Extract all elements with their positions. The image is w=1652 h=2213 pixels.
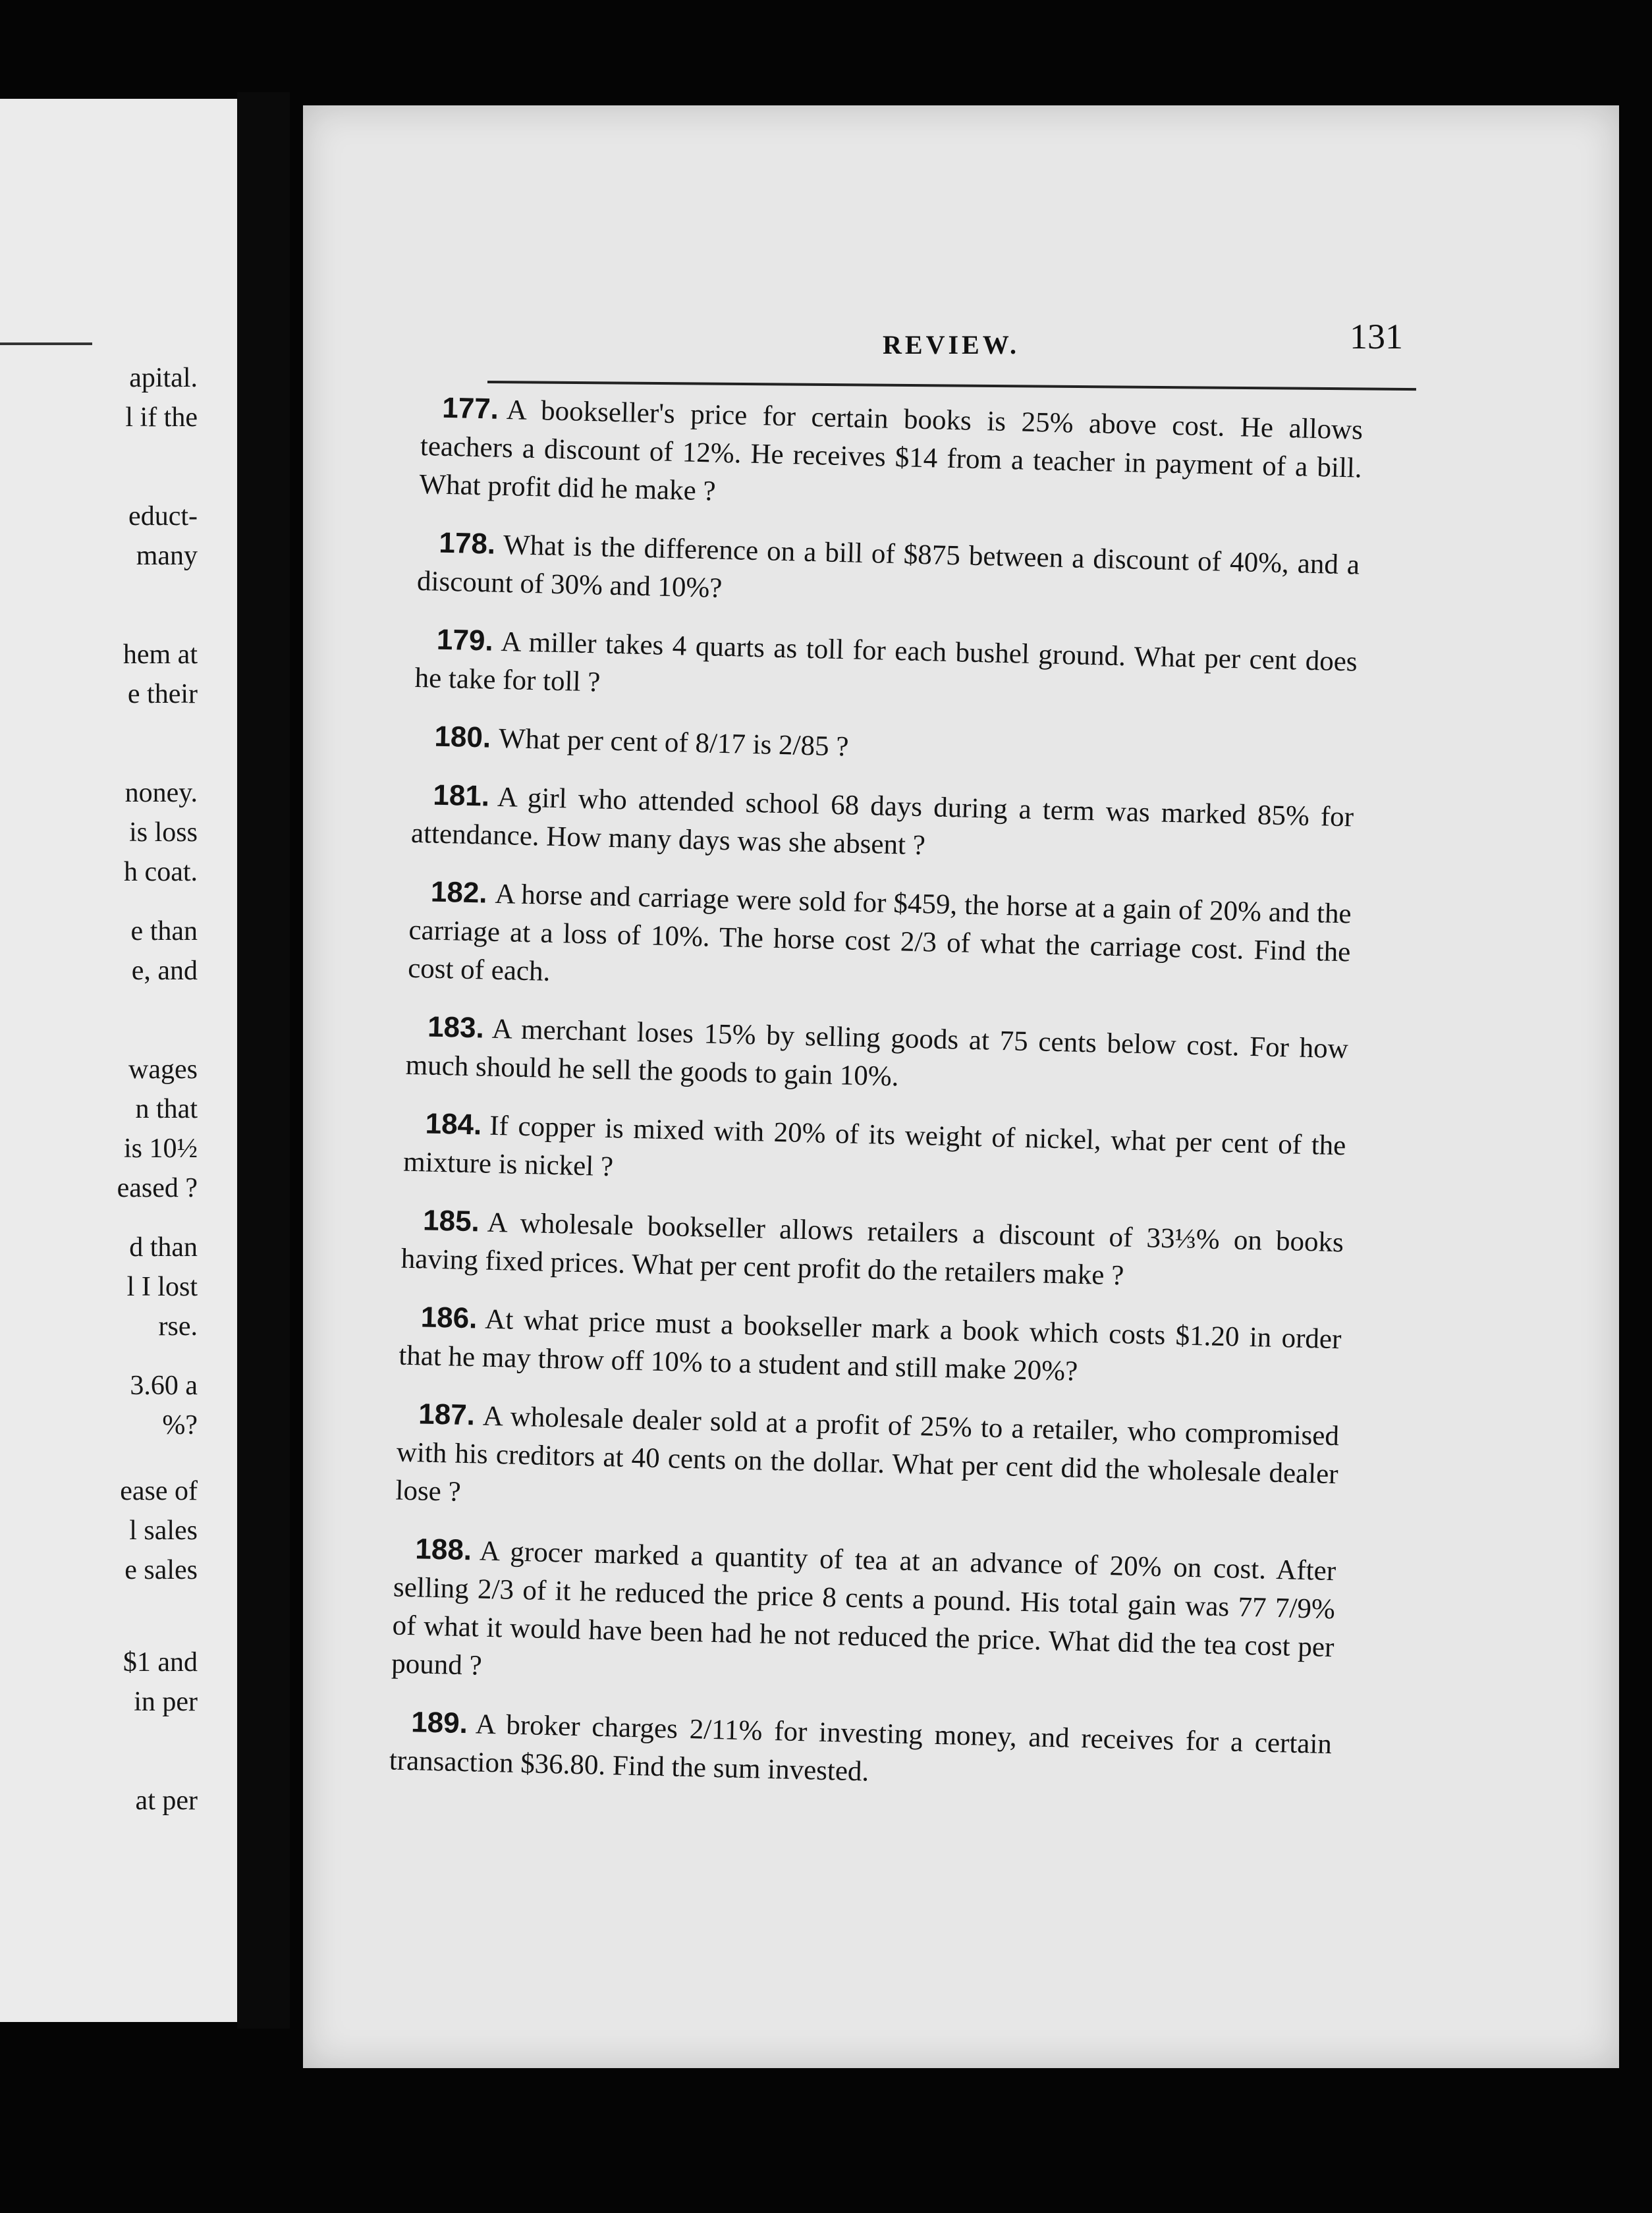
problem-text: What is the difference on a bill of $875 between a discount of 40%, and a discount of 30% and 10%? xyxy=(416,529,1360,604)
problem-number: 188. xyxy=(414,1533,472,1567)
problem-number: 178. xyxy=(438,526,496,560)
problem-text: What per cent of 8/17 is 2/85 ? xyxy=(498,723,849,763)
page-header xyxy=(487,316,1423,375)
left-fragment: educt- xyxy=(128,501,198,532)
left-fragment: rse. xyxy=(158,1311,198,1342)
problem-178 xyxy=(416,524,1360,623)
problem-186 xyxy=(399,1298,1342,1398)
problem-180 xyxy=(413,717,1356,779)
page-number: 131 xyxy=(1350,317,1403,356)
page-131 xyxy=(303,105,1619,2068)
left-fragment: apital. xyxy=(129,363,198,393)
left-fragment: e, and xyxy=(131,956,198,986)
left-fragment: e sales xyxy=(124,1555,198,1585)
left-fragment: wages xyxy=(128,1054,198,1085)
left-fragment: h coat. xyxy=(124,857,198,887)
problem-text: A bookseller's price for certain books is 25% above cost. He allows teachers a discount of 12%. He receives $14 from a teacher in payment of a bill. What profit did he make ? xyxy=(419,395,1363,507)
problem-187 xyxy=(395,1395,1340,1533)
left-fragment: many xyxy=(136,541,198,571)
left-facing-page xyxy=(0,99,237,2022)
problem-text: At what price must a bookseller mark a book which costs $1.20 in order that he may throw off 10% to a student and still make 20%? xyxy=(398,1303,1342,1387)
problem-number: 184. xyxy=(425,1107,482,1141)
problem-number: 186. xyxy=(420,1301,478,1335)
problem-text: If copper is mixed with 20% of its weight of nickel, what per cent of the mixture is nickel ? xyxy=(402,1110,1346,1183)
problem-number: 185. xyxy=(422,1204,480,1238)
problem-number: 179. xyxy=(436,623,494,657)
problem-183 xyxy=(405,1008,1348,1107)
running-head: REVIEW. xyxy=(883,330,1020,360)
left-fragment: in per xyxy=(134,1687,198,1717)
problem-184 xyxy=(403,1105,1346,1204)
left-fragment: at per xyxy=(135,1786,198,1816)
problem-text: A wholesale dealer sold at a profit of 25% to a retailer, who compromised with his creditors at 40 cents on the dollar. What per cent did the wholesale dealer lose ? xyxy=(395,1400,1340,1508)
left-fragment: $1 and xyxy=(123,1647,198,1678)
left-fragment: ease of xyxy=(120,1476,198,1506)
left-fragment: l if the xyxy=(125,402,198,433)
left-fragment: l sales xyxy=(129,1516,198,1546)
left-fragment: e than xyxy=(130,916,198,946)
left-fragment: n that xyxy=(135,1094,198,1124)
left-page-rule xyxy=(0,342,92,345)
problem-179 xyxy=(414,620,1358,720)
problem-text: A horse and carriage were sold for $459, the horse at a gain of 20% and the carriage at a loss of 10%. The horse cost 2/3 of what the carriage cost. Find the cost of each. xyxy=(407,878,1352,987)
left-fragment: e their xyxy=(127,679,198,709)
left-fragment: noney. xyxy=(124,778,198,808)
problem-number: 187. xyxy=(418,1398,476,1432)
problem-number: 177. xyxy=(441,391,499,425)
left-fragment: is loss xyxy=(129,817,198,848)
left-fragment: hem at xyxy=(123,640,198,670)
problem-188 xyxy=(391,1530,1336,1706)
left-fragment: d than xyxy=(129,1232,198,1263)
problem-number: 180. xyxy=(433,720,491,754)
problem-189 xyxy=(389,1703,1332,1802)
problem-182 xyxy=(408,873,1352,1010)
problem-185 xyxy=(400,1201,1344,1301)
problem-text: A miller takes 4 quarts as toll for each bushel ground. What per cent does he take for toll ? xyxy=(414,626,1358,698)
problem-text: A broker charges 2/11% for investing money, and receives for a certain transaction $36.80. Find the sum invested. xyxy=(389,1708,1333,1788)
problem-181 xyxy=(410,776,1354,875)
left-fragment: eased ? xyxy=(117,1173,198,1203)
left-fragment: is 10½ xyxy=(123,1134,198,1164)
left-fragment: l I lost xyxy=(126,1272,198,1302)
book-gutter xyxy=(237,92,290,2029)
problem-number: 181. xyxy=(432,779,490,813)
problem-177 xyxy=(419,389,1363,526)
problem-text: A girl who attended school 68 days during a term was marked 85% for attendance. How many days was she absent ? xyxy=(410,781,1354,861)
problem-text: A wholesale bookseller allows retailers a discount of 33⅓% on books having fixed prices. What per cent profit do the retailers make ? xyxy=(400,1207,1344,1292)
header-rule xyxy=(487,381,1416,391)
left-fragment: 3.60 a xyxy=(130,1371,198,1401)
problem-number: 182. xyxy=(430,875,488,910)
left-fragment: %? xyxy=(162,1410,198,1440)
problem-number: 183. xyxy=(427,1010,485,1045)
problem-list xyxy=(389,389,1363,1822)
problem-text: A merchant loses 15% by selling goods at 75 cents below cost. For how much should he sell the goods to gain 10%. xyxy=(405,1013,1349,1093)
problem-text: A grocer marked a quantity of tea at an advance of 20% on cost. After selling 2/3 of it he reduced the price 8 cents a pound. His total gain was 77 7/9% of what it would have been had he not reduced the price. What did the tea cost per pound ? xyxy=(391,1535,1336,1681)
problem-number: 189. xyxy=(410,1706,468,1740)
